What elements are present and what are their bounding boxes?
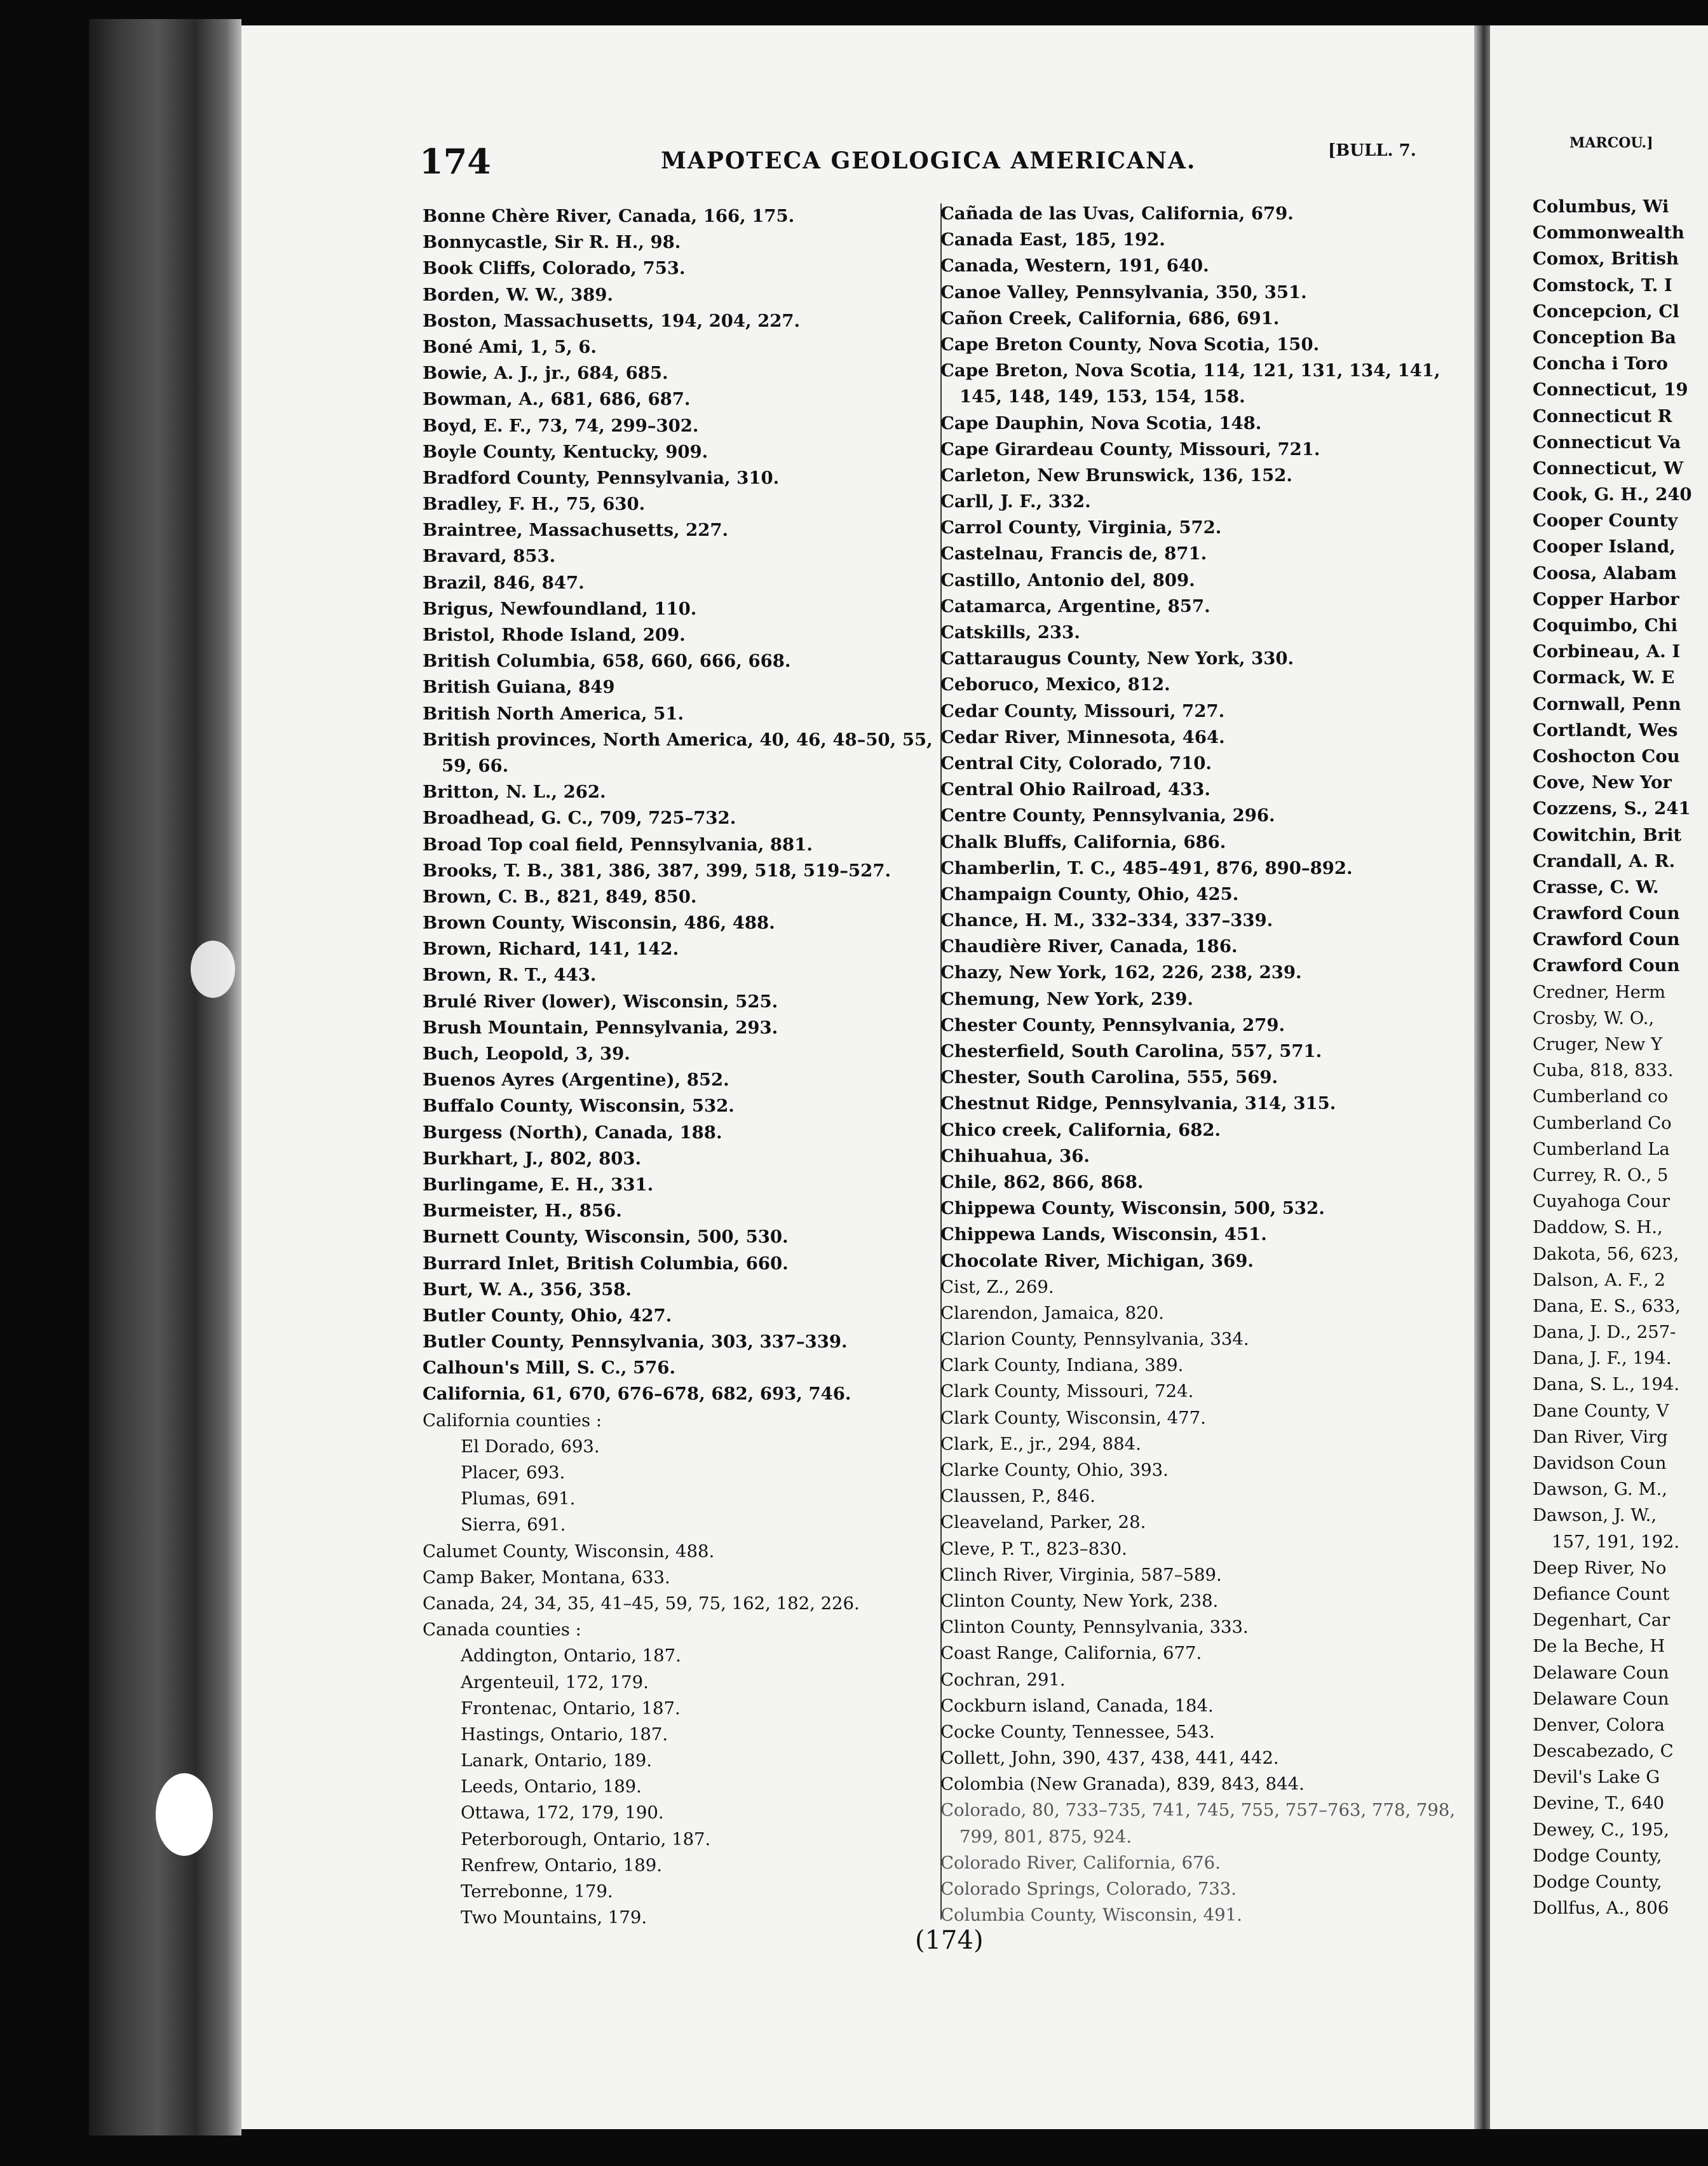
index-entry: Boné Ami, 1, 5, 6.	[423, 336, 597, 357]
index-entry: Carll, J. F., 332.	[940, 491, 1091, 512]
facing-index-entry: Cumberland co	[1533, 1086, 1669, 1107]
index-entry: Broadhead, G. C., 709, 725–732.	[423, 808, 736, 829]
index-column-right	[940, 201, 1455, 1928]
index-entry: Cleve, P. T., 823–830.	[940, 1538, 1127, 1559]
index-entry: Ceboruco, Mexico, 812.	[940, 674, 1170, 695]
facing-index-entry: Devil's Lake G	[1533, 1767, 1660, 1788]
index-entry: Castillo, Antonio del, 809.	[940, 569, 1195, 590]
index-entry: Castelnau, Francis de, 871.	[940, 543, 1207, 564]
facing-index-entry: Crawford Coun	[1533, 955, 1680, 976]
index-entry: Cañon Creek, California, 686, 691.	[940, 308, 1280, 329]
index-entry: Frontenac, Ontario, 187.	[461, 1698, 681, 1719]
page-title: MAPOTECA GEOLOGICA AMERICANA.	[661, 147, 1196, 174]
index-entry: Boston, Massachusetts, 194, 204, 227.	[423, 310, 801, 331]
facing-index-entry: Conception Ba	[1533, 327, 1676, 348]
index-entry: Cape Dauphin, Nova Scotia, 148.	[940, 412, 1262, 433]
index-entry: Cockburn island, Canada, 184.	[940, 1695, 1214, 1716]
index-entry: Cedar County, Missouri, 727.	[940, 700, 1225, 721]
facing-index-entry: Crosby, W. O.,	[1533, 1007, 1655, 1028]
facing-index-entry: Cornwall, Penn	[1533, 693, 1681, 714]
index-entry: Clark County, Missouri, 724.	[940, 1381, 1194, 1402]
index-entry: Brush Mountain, Pennsylvania, 293.	[423, 1017, 778, 1038]
facing-index-entry: Cozzens, S., 241	[1533, 798, 1691, 819]
index-entry: Bradley, F. H., 75, 630.	[423, 494, 646, 515]
facing-index-entry: Dawson, J. W.,	[1533, 1505, 1657, 1526]
facing-index-entry: Connecticut, W	[1533, 458, 1684, 479]
index-entry: Bonnycastle, Sir R. H., 98.	[423, 232, 681, 253]
facing-index-entry: Cuyahoga Cour	[1533, 1191, 1671, 1212]
index-entry: Clark, E., jr., 294, 884.	[940, 1433, 1141, 1454]
facing-index-entry: Crandall, A. R.	[1533, 850, 1676, 871]
index-entry: Clark County, Wisconsin, 477.	[940, 1407, 1206, 1428]
index-entry: Colorado Springs, Colorado, 733.	[940, 1879, 1237, 1899]
page-number: 174	[419, 141, 491, 182]
index-entry: Buffalo County, Wisconsin, 532.	[423, 1096, 735, 1117]
facing-index-entry: Dalson, A. F., 2	[1533, 1269, 1665, 1290]
facing-index-entry: Concha i Toro	[1533, 353, 1668, 374]
facing-index-entry: Cove, New Yor	[1533, 772, 1672, 793]
index-entry: Clark County, Indiana, 389.	[940, 1355, 1184, 1376]
index-entry: Chesterfield, South Carolina, 557, 571.	[940, 1041, 1322, 1061]
facing-index-entry: Crawford Coun	[1533, 903, 1680, 924]
index-entry: Chile, 862, 866, 868.	[940, 1171, 1144, 1192]
index-entry: Columbia County, Wisconsin, 491.	[940, 1905, 1242, 1926]
index-entry: 145, 148, 149, 153, 154, 158.	[959, 386, 1245, 407]
facing-page-header: MARCOU.]	[1569, 135, 1653, 151]
facing-index-entry: Dana, J. D., 257-	[1533, 1322, 1676, 1343]
index-entry: Clinton County, New York, 238.	[940, 1590, 1219, 1611]
index-entry: Boyd, E. F., 73, 74, 299–302.	[423, 415, 699, 436]
index-entry: Collett, John, 390, 437, 438, 441, 442.	[940, 1748, 1279, 1769]
paper-blemish	[156, 1773, 213, 1856]
index-entry: Chihuahua, 36.	[940, 1145, 1090, 1166]
facing-index-entry: Crasse, C. W.	[1533, 876, 1659, 897]
index-entry: Placer, 693.	[461, 1462, 566, 1483]
index-entry: Sierra, 691.	[461, 1515, 566, 1536]
index-entry: Brooks, T. B., 381, 386, 387, 399, 518, 519–527.	[423, 860, 891, 881]
index-entry: Hastings, Ontario, 187.	[461, 1724, 668, 1745]
index-entry: Burnett County, Wisconsin, 500, 530.	[423, 1227, 789, 1248]
index-entry: Central Ohio Railroad, 433.	[940, 779, 1210, 800]
index-entry: Bonne Chère River, Canada, 166, 175.	[423, 206, 795, 226]
facing-index-entry: Dane County, V	[1533, 1400, 1669, 1421]
index-entry: Clinton County, Pennsylvania, 333.	[940, 1617, 1249, 1638]
index-entry: Book Cliffs, Colorado, 753.	[423, 258, 686, 279]
facing-index-entry: Davidson Coun	[1533, 1453, 1667, 1473]
index-entry: Boyle County, Kentucky, 909.	[423, 441, 708, 462]
index-entry: Brigus, Newfoundland, 110.	[423, 598, 697, 619]
index-entry: Cape Breton, Nova Scotia, 114, 121, 131, 134, 141,	[940, 360, 1440, 381]
index-entry: Chemung, New York, 239.	[940, 988, 1193, 1009]
index-entry: British North America, 51.	[423, 703, 684, 724]
index-entry: British provinces, North America, 40, 46, 48–50, 55,	[423, 729, 933, 750]
index-entry: Clarke County, Ohio, 393.	[940, 1460, 1169, 1480]
index-entry: Brown, Richard, 141, 142.	[423, 939, 679, 960]
facing-index-entry: Comox, British	[1533, 249, 1679, 269]
facing-index-entry: Crawford Coun	[1533, 929, 1680, 950]
index-entry: Bowman, A., 681, 686, 687.	[423, 389, 691, 410]
facing-index-entry: De la Beche, H	[1533, 1636, 1665, 1657]
index-entry: Terrebonne, 179.	[461, 1881, 613, 1902]
index-entry: Carrol County, Virginia, 572.	[940, 517, 1222, 538]
facing-index-entry: Dana, E. S., 633,	[1533, 1295, 1681, 1316]
facing-index-entry: Dana, S. L., 194.	[1533, 1374, 1680, 1395]
index-entry: Champaign County, Ohio, 425.	[940, 883, 1239, 904]
index-entry: Chippewa County, Wisconsin, 500, 532.	[940, 1198, 1325, 1219]
index-entry: Brown, C. B., 821, 849, 850.	[423, 886, 697, 907]
facing-index-entry: Deep River, No	[1533, 1557, 1667, 1578]
index-entry: Cattaraugus County, New York, 330.	[940, 648, 1294, 669]
index-entry: Canada, Western, 191, 640.	[940, 255, 1209, 276]
index-entry: Two Mountains, 179.	[461, 1907, 647, 1928]
index-entry: Carleton, New Brunswick, 136, 152.	[940, 465, 1293, 486]
facing-index-entry: Currey, R. O., 5	[1533, 1164, 1669, 1185]
index-entry: Borden, W. W., 389.	[423, 284, 613, 305]
facing-index-entry: Descabezado, C	[1533, 1741, 1674, 1762]
facing-index-entry: Concepcion, Cl	[1533, 301, 1679, 322]
index-entry: Peterborough, Ontario, 187.	[461, 1829, 711, 1849]
page-footer: (174)	[915, 1926, 984, 1955]
facing-index-entry: Connecticut Va	[1533, 432, 1681, 453]
facing-index-entry: Dodge County,	[1533, 1845, 1662, 1866]
index-entry: Burkhart, J., 802, 803.	[423, 1148, 642, 1169]
index-entry: Claussen, P., 846.	[940, 1486, 1096, 1507]
facing-page-column	[1533, 194, 1692, 1921]
facing-index-entry: Cuba, 818, 833.	[1533, 1060, 1674, 1081]
index-entry: Burt, W. A., 356, 358.	[423, 1279, 632, 1300]
index-entry: Clinch River, Virginia, 587–589.	[940, 1564, 1222, 1585]
index-entry: Burgess (North), Canada, 188.	[423, 1122, 722, 1143]
index-entry: Chester County, Pennsylvania, 279.	[940, 1014, 1285, 1035]
facing-index-entry: Dodge County,	[1533, 1872, 1662, 1892]
index-entry: Calhoun's Mill, S. C., 576.	[423, 1358, 676, 1379]
index-entry: Colorado River, California, 676.	[940, 1852, 1221, 1873]
index-entry: Chester, South Carolina, 555, 569.	[940, 1067, 1278, 1088]
facing-index-entry: Degenhart, Car	[1533, 1610, 1671, 1631]
facing-index-entry: Delaware Coun	[1533, 1662, 1669, 1683]
facing-index-entry: Connecticut R	[1533, 405, 1672, 426]
facing-index-entry: Coshocton Cou	[1533, 746, 1680, 766]
index-entry: Cedar River, Minnesota, 464.	[940, 726, 1225, 747]
facing-index-entry: Columbus, Wi	[1533, 196, 1669, 217]
index-entry: Addington, Ontario, 187.	[461, 1645, 681, 1666]
index-entry: Coast Range, California, 677.	[940, 1643, 1202, 1664]
facing-index-entry: Comstock, T. I	[1533, 275, 1672, 296]
index-entry: Bradford County, Pennsylvania, 310.	[423, 467, 780, 488]
index-entry: Catskills, 233.	[940, 622, 1080, 643]
index-entry: Brown County, Wisconsin, 486, 488.	[423, 913, 775, 934]
paper-blemish	[191, 941, 235, 998]
index-entry: Chocolate River, Michigan, 369.	[940, 1250, 1254, 1271]
index-entry: Buenos Ayres (Argentine), 852.	[423, 1070, 729, 1091]
index-entry: Bravard, 853.	[423, 546, 556, 567]
index-entry: Brazil, 846, 847.	[423, 572, 585, 593]
index-entry: Buch, Leopold, 3, 39.	[423, 1044, 630, 1064]
index-entry: Chalk Bluffs, California, 686.	[940, 831, 1226, 852]
index-entry: Renfrew, Ontario, 189.	[461, 1855, 662, 1876]
facing-index-entry: Defiance Count	[1533, 1583, 1670, 1604]
facing-index-entry: Devine, T., 640	[1533, 1793, 1665, 1814]
facing-index-entry: Cumberland Co	[1533, 1112, 1672, 1133]
index-entry: Burlingame, E. H., 331.	[423, 1174, 654, 1195]
facing-index-entry: Corbineau, A. I	[1533, 641, 1681, 662]
facing-index-entry: Daddow, S. H.,	[1533, 1217, 1663, 1238]
index-entry: Burrard Inlet, British Columbia, 660.	[423, 1253, 789, 1274]
facing-index-entry: Cumberland La	[1533, 1138, 1670, 1159]
index-entry: Cocke County, Tennessee, 543.	[940, 1721, 1215, 1742]
index-entry: Ottawa, 172, 179, 190.	[461, 1802, 664, 1823]
index-entry: Catamarca, Argentine, 857.	[940, 596, 1210, 616]
index-entry: Butler County, Pennsylvania, 303, 337–339.	[423, 1332, 848, 1352]
index-entry: Chaudière River, Canada, 186.	[940, 936, 1238, 957]
index-entry: Brown, R. T., 443.	[423, 965, 597, 986]
facing-index-entry: Coosa, Alabam	[1533, 562, 1677, 583]
index-entry: Cist, Z., 269.	[940, 1276, 1054, 1297]
index-entry: Chestnut Ridge, Pennsylvania, 314, 315.	[940, 1093, 1336, 1114]
facing-index-entry: Cruger, New Y	[1533, 1034, 1663, 1054]
facing-index-entry: Cooper County	[1533, 510, 1678, 531]
facing-index-entry: Commonwealth	[1533, 222, 1684, 243]
index-entry: Chippewa Lands, Wisconsin, 451.	[940, 1224, 1267, 1245]
index-column-left	[423, 203, 933, 1931]
facing-index-entry: 157, 191, 192.	[1552, 1531, 1680, 1552]
index-entry: Chazy, New York, 162, 226, 238, 239.	[940, 962, 1302, 983]
facing-index-entry: Coquimbo, Chi	[1533, 615, 1678, 636]
facing-index-entry: Dakota, 56, 623,	[1533, 1243, 1679, 1264]
index-entry: Calumet County, Wisconsin, 488.	[423, 1541, 715, 1562]
facing-index-entry: Dawson, G. M.,	[1533, 1479, 1667, 1500]
index-entry: Camp Baker, Montana, 633.	[423, 1567, 670, 1588]
index-entry: Butler County, Ohio, 427.	[423, 1305, 672, 1326]
index-entry: British Columbia, 658, 660, 666, 668.	[423, 651, 791, 672]
facing-index-entry: Dewey, C., 195,	[1533, 1819, 1670, 1840]
index-entry: Canada counties :	[423, 1619, 581, 1640]
book-gutter	[1474, 25, 1490, 2129]
index-entry: Cleaveland, Parker, 28.	[940, 1512, 1146, 1533]
index-entry: Cape Breton County, Nova Scotia, 150.	[940, 334, 1320, 355]
index-entry: Burmeister, H., 856.	[423, 1201, 622, 1222]
index-entry: Central City, Colorado, 710.	[940, 753, 1212, 773]
index-entry: Britton, N. L., 262.	[423, 782, 606, 803]
index-entry: Lanark, Ontario, 189.	[461, 1750, 652, 1771]
index-entry: Centre County, Pennsylvania, 296.	[940, 805, 1275, 826]
facing-index-entry: Dan River, Virg	[1533, 1426, 1668, 1447]
index-entry: Clarendon, Jamaica, 820.	[940, 1302, 1164, 1323]
index-entry: Chamberlin, T. C., 485–491, 876, 890–892.	[940, 857, 1353, 878]
index-entry: California counties :	[423, 1410, 602, 1431]
index-entry: Cape Girardeau County, Missouri, 721.	[940, 439, 1320, 460]
index-entry: El Dorado, 693.	[461, 1436, 600, 1457]
facing-index-entry: Cook, G. H., 240	[1533, 484, 1692, 505]
index-entry: Colorado, 80, 733–735, 741, 745, 755, 757–763, 778, 798,	[940, 1800, 1456, 1821]
index-entry: Leeds, Ontario, 189.	[461, 1776, 642, 1797]
index-entry: California, 61, 670, 676–678, 682, 693, 746.	[423, 1384, 851, 1405]
facing-index-entry: Cowitchin, Brit	[1533, 824, 1682, 845]
facing-index-entry: Cooper Island,	[1533, 536, 1676, 557]
index-entry: Colombia (New Granada), 839, 843, 844.	[940, 1774, 1305, 1795]
facing-index-entry: Copper Harbor	[1533, 589, 1679, 610]
index-entry: Broad Top coal field, Pennsylvania, 881.	[423, 834, 813, 855]
index-entry: Canada, 24, 34, 35, 41–45, 59, 75, 162, 182, 226.	[423, 1593, 860, 1614]
index-entry: Braintree, Massachusetts, 227.	[423, 520, 729, 541]
index-entry: Chance, H. M., 332–334, 337–339.	[940, 910, 1273, 931]
index-entry: Canoe Valley, Pennsylvania, 350, 351.	[940, 282, 1307, 303]
index-entry: British Guiana, 849	[423, 677, 615, 698]
index-entry: Bristol, Rhode Island, 209.	[423, 625, 686, 645]
index-entry: 59, 66.	[442, 755, 509, 776]
index-entry: Cañada de las Uvas, California, 679.	[940, 203, 1294, 224]
facing-index-entry: Credner, Herm	[1533, 981, 1666, 1002]
facing-index-entry: Dollfus, A., 806	[1533, 1898, 1669, 1919]
index-entry: Cochran, 291.	[940, 1669, 1066, 1690]
index-entry: Brulé River (lower), Wisconsin, 525.	[423, 991, 778, 1012]
facing-index-entry: Delaware Coun	[1533, 1688, 1669, 1709]
facing-index-entry: Cormack, W. E	[1533, 667, 1675, 688]
series-label: [BULL. 7.	[1328, 141, 1416, 160]
index-entry: Argenteuil, 172, 179.	[461, 1672, 649, 1693]
facing-index-entry: Connecticut, 19	[1533, 379, 1688, 400]
facing-index-entry: Cortlandt, Wes	[1533, 719, 1678, 740]
index-entry: Canada East, 185, 192.	[940, 229, 1165, 250]
index-entry: Chico creek, California, 682.	[940, 1119, 1221, 1140]
index-entry: Clarion County, Pennsylvania, 334.	[940, 1329, 1249, 1350]
index-entry: Bowie, A. J., jr., 684, 685.	[423, 363, 668, 384]
facing-index-entry: Dana, J. F., 194.	[1533, 1348, 1672, 1369]
index-entry: Plumas, 691.	[461, 1488, 576, 1509]
index-entry: 799, 801, 875, 924.	[959, 1826, 1132, 1847]
facing-index-entry: Denver, Colora	[1533, 1714, 1665, 1735]
